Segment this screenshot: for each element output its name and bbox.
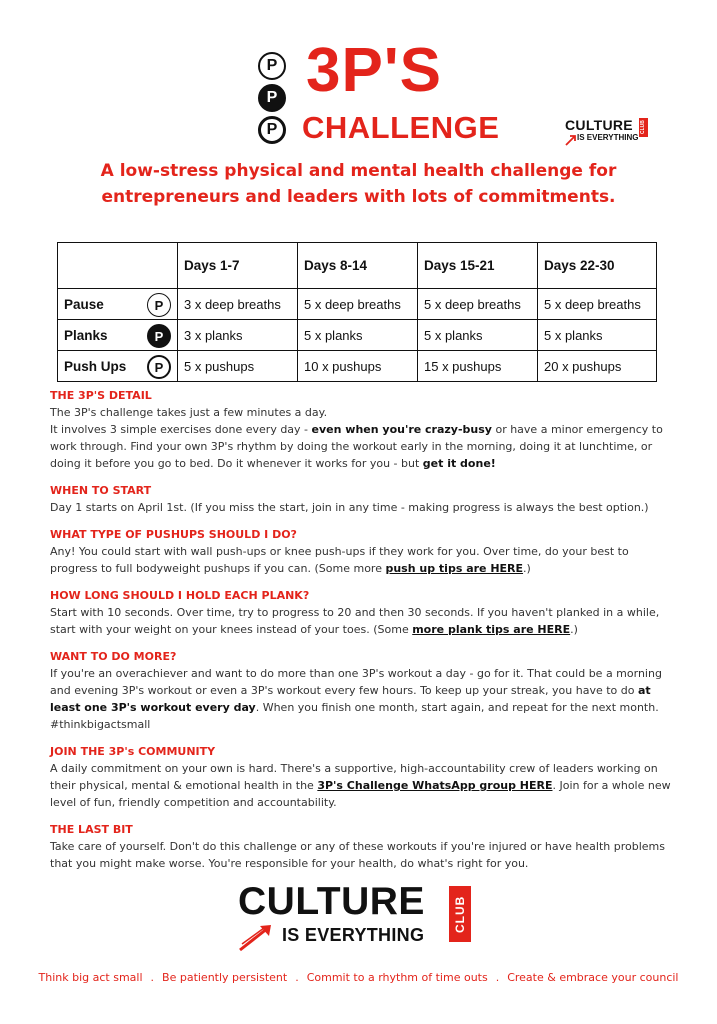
row-label-text: Planks — [64, 327, 108, 343]
footer-mottos — [30, 971, 687, 984]
row-label-planks — [58, 320, 178, 351]
table-row — [58, 320, 657, 351]
section-start — [50, 483, 675, 516]
row-label-pushups — [58, 351, 178, 382]
title-3ps: 3P'S — [306, 36, 442, 105]
schedule-table — [57, 242, 657, 382]
table-cell: 5 x planks — [298, 320, 418, 351]
table-row — [58, 351, 657, 382]
planks-p-icon: P — [258, 84, 286, 112]
section-community — [50, 744, 675, 811]
culture-club-logo-small — [565, 118, 653, 148]
section-heading: THE 3P'S DETAIL — [50, 389, 152, 402]
section-text: Day 1 starts on April 1st. (If you miss the start, join in any time - making progress is always the best option.) — [50, 501, 649, 514]
section-heading: WANT TO DO MORE? — [50, 650, 177, 663]
arrow-icon — [565, 134, 577, 146]
push-up-tips-link[interactable]: push up tips are HERE — [385, 562, 524, 575]
footer-separator: . — [295, 971, 299, 984]
logo-is-everything-text: IS EVERYTHING — [282, 925, 425, 945]
logo-culture-text: CULTURE — [565, 117, 633, 133]
section-text: It involves 3 simple exercises done every day - even when you're crazy-busy or have a minor emergency to work through. Find your own 3P's rhythm by doing the workout early in the morning, doing it at lunchtime, or doing it before you go to bed. Do it whenever it works for you - but get it done! — [50, 423, 663, 470]
section-text: If you're an overachiever and want to do more than one 3P's workout a day - go for it. That could be a morning and evening 3P's workout or even a 3P's workout every few hours. To keep up your streak, you have to do at least one 3P's workout every day. When you finish one month, start again, and repeat for the next month. #thinkbigactsmall — [50, 667, 662, 731]
table-header-cell: Days 8-14 — [298, 243, 418, 289]
section-text: Start with 10 seconds. Over time, try to progress to 20 and then 30 seconds. If you haven't planked in a while, start with your weight on your knees instead of your toes. (Some more plank tips are HERE.) — [50, 606, 660, 636]
footer-item: Commit to a rhythm of time outs — [306, 971, 488, 984]
footer-separator: . — [495, 971, 500, 984]
footer-item: Think big act small — [38, 971, 143, 984]
logo-is-everything-text: IS EVERYTHING — [577, 133, 639, 142]
planks-p-icon: P — [147, 324, 171, 348]
title-challenge: CHALLENGE — [302, 110, 500, 145]
section-text: The 3P's challenge takes just a few minutes a day. — [50, 406, 328, 419]
footer-item: Create & embrace your council — [507, 971, 679, 984]
section-last — [50, 822, 675, 872]
p-icon-stack — [258, 52, 294, 148]
table-header-cell: Days 22-30 — [538, 243, 657, 289]
table-header-cell: Days 1-7 — [178, 243, 298, 289]
table-cell: 5 x planks — [418, 320, 538, 351]
table-cell: 5 x deep breaths — [298, 289, 418, 320]
footer-item: Be patiently persistent — [162, 971, 288, 984]
row-label-text: Push Ups — [64, 358, 127, 374]
pause-p-icon: P — [147, 293, 171, 317]
pushups-p-icon: P — [147, 355, 171, 379]
table-cell: 5 x planks — [538, 320, 657, 351]
section-heading: WHAT TYPE OF PUSHUPS SHOULD I DO? — [50, 528, 297, 541]
row-label-text: Pause — [64, 296, 104, 312]
arrow-icon — [238, 922, 278, 952]
section-text: Any! You could start with wall push-ups or knee push-ups if they work for you. Over time, do your best to progress to full bodyweight pushups if you can. (Some more push up tips are HERE.) — [50, 545, 629, 575]
row-label-pause — [58, 289, 178, 320]
table-cell: 3 x planks — [178, 320, 298, 351]
table-cell: 10 x pushups — [298, 351, 418, 382]
section-heading: THE LAST BIT — [50, 823, 133, 836]
section-text: Take care of yourself. Don't do this challenge or any of these workouts if you're injured or have health problems that you might make worse. You're responsible for your health, do what's right for you. — [50, 840, 665, 870]
logo-club-text: CLUB — [639, 118, 648, 137]
table-cell: 3 x deep breaths — [178, 289, 298, 320]
section-heading: WHEN TO START — [50, 484, 152, 497]
section-text: A daily commitment on your own is hard. There's a supportive, high-accountability crew of leaders working on their physical, mental & emotional health in the 3P's Challenge WhatsApp group HERE. Join for a whole new level of fun, friendly competition and accountability. — [50, 762, 671, 809]
section-heading: HOW LONG SHOULD I HOLD EACH PLANK? — [50, 589, 310, 602]
section-detail — [50, 388, 675, 472]
table-header-cell: Days 15-21 — [418, 243, 538, 289]
logo-culture-text: CULTURE — [238, 880, 425, 923]
tagline: A low-stress physical and mental health challenge for entrepreneurs and leaders with lots of commitments. — [100, 161, 617, 207]
table-cell: 5 x pushups — [178, 351, 298, 382]
culture-club-logo — [238, 882, 478, 954]
pushups-p-icon: P — [258, 116, 286, 144]
table-cell: 5 x deep breaths — [538, 289, 657, 320]
table-cell: 15 x pushups — [418, 351, 538, 382]
whatsapp-group-link[interactable]: 3P's Challenge WhatsApp group HERE — [317, 779, 553, 792]
footer-separator: . — [150, 971, 155, 984]
table-cell: 20 x pushups — [538, 351, 657, 382]
section-plank — [50, 588, 675, 638]
table-row — [58, 289, 657, 320]
content-sections — [50, 388, 675, 883]
section-heading: JOIN THE 3P's COMMUNITY — [50, 745, 216, 758]
pause-p-icon: P — [258, 52, 286, 80]
logo-club-text: CLUB — [449, 886, 471, 942]
table-cell: 5 x deep breaths — [418, 289, 538, 320]
section-pushups — [50, 527, 675, 577]
table-header-row — [58, 243, 657, 289]
table-header-cell — [58, 243, 178, 289]
section-more — [50, 649, 675, 733]
plank-tips-link[interactable]: more plank tips are HERE — [412, 623, 571, 636]
